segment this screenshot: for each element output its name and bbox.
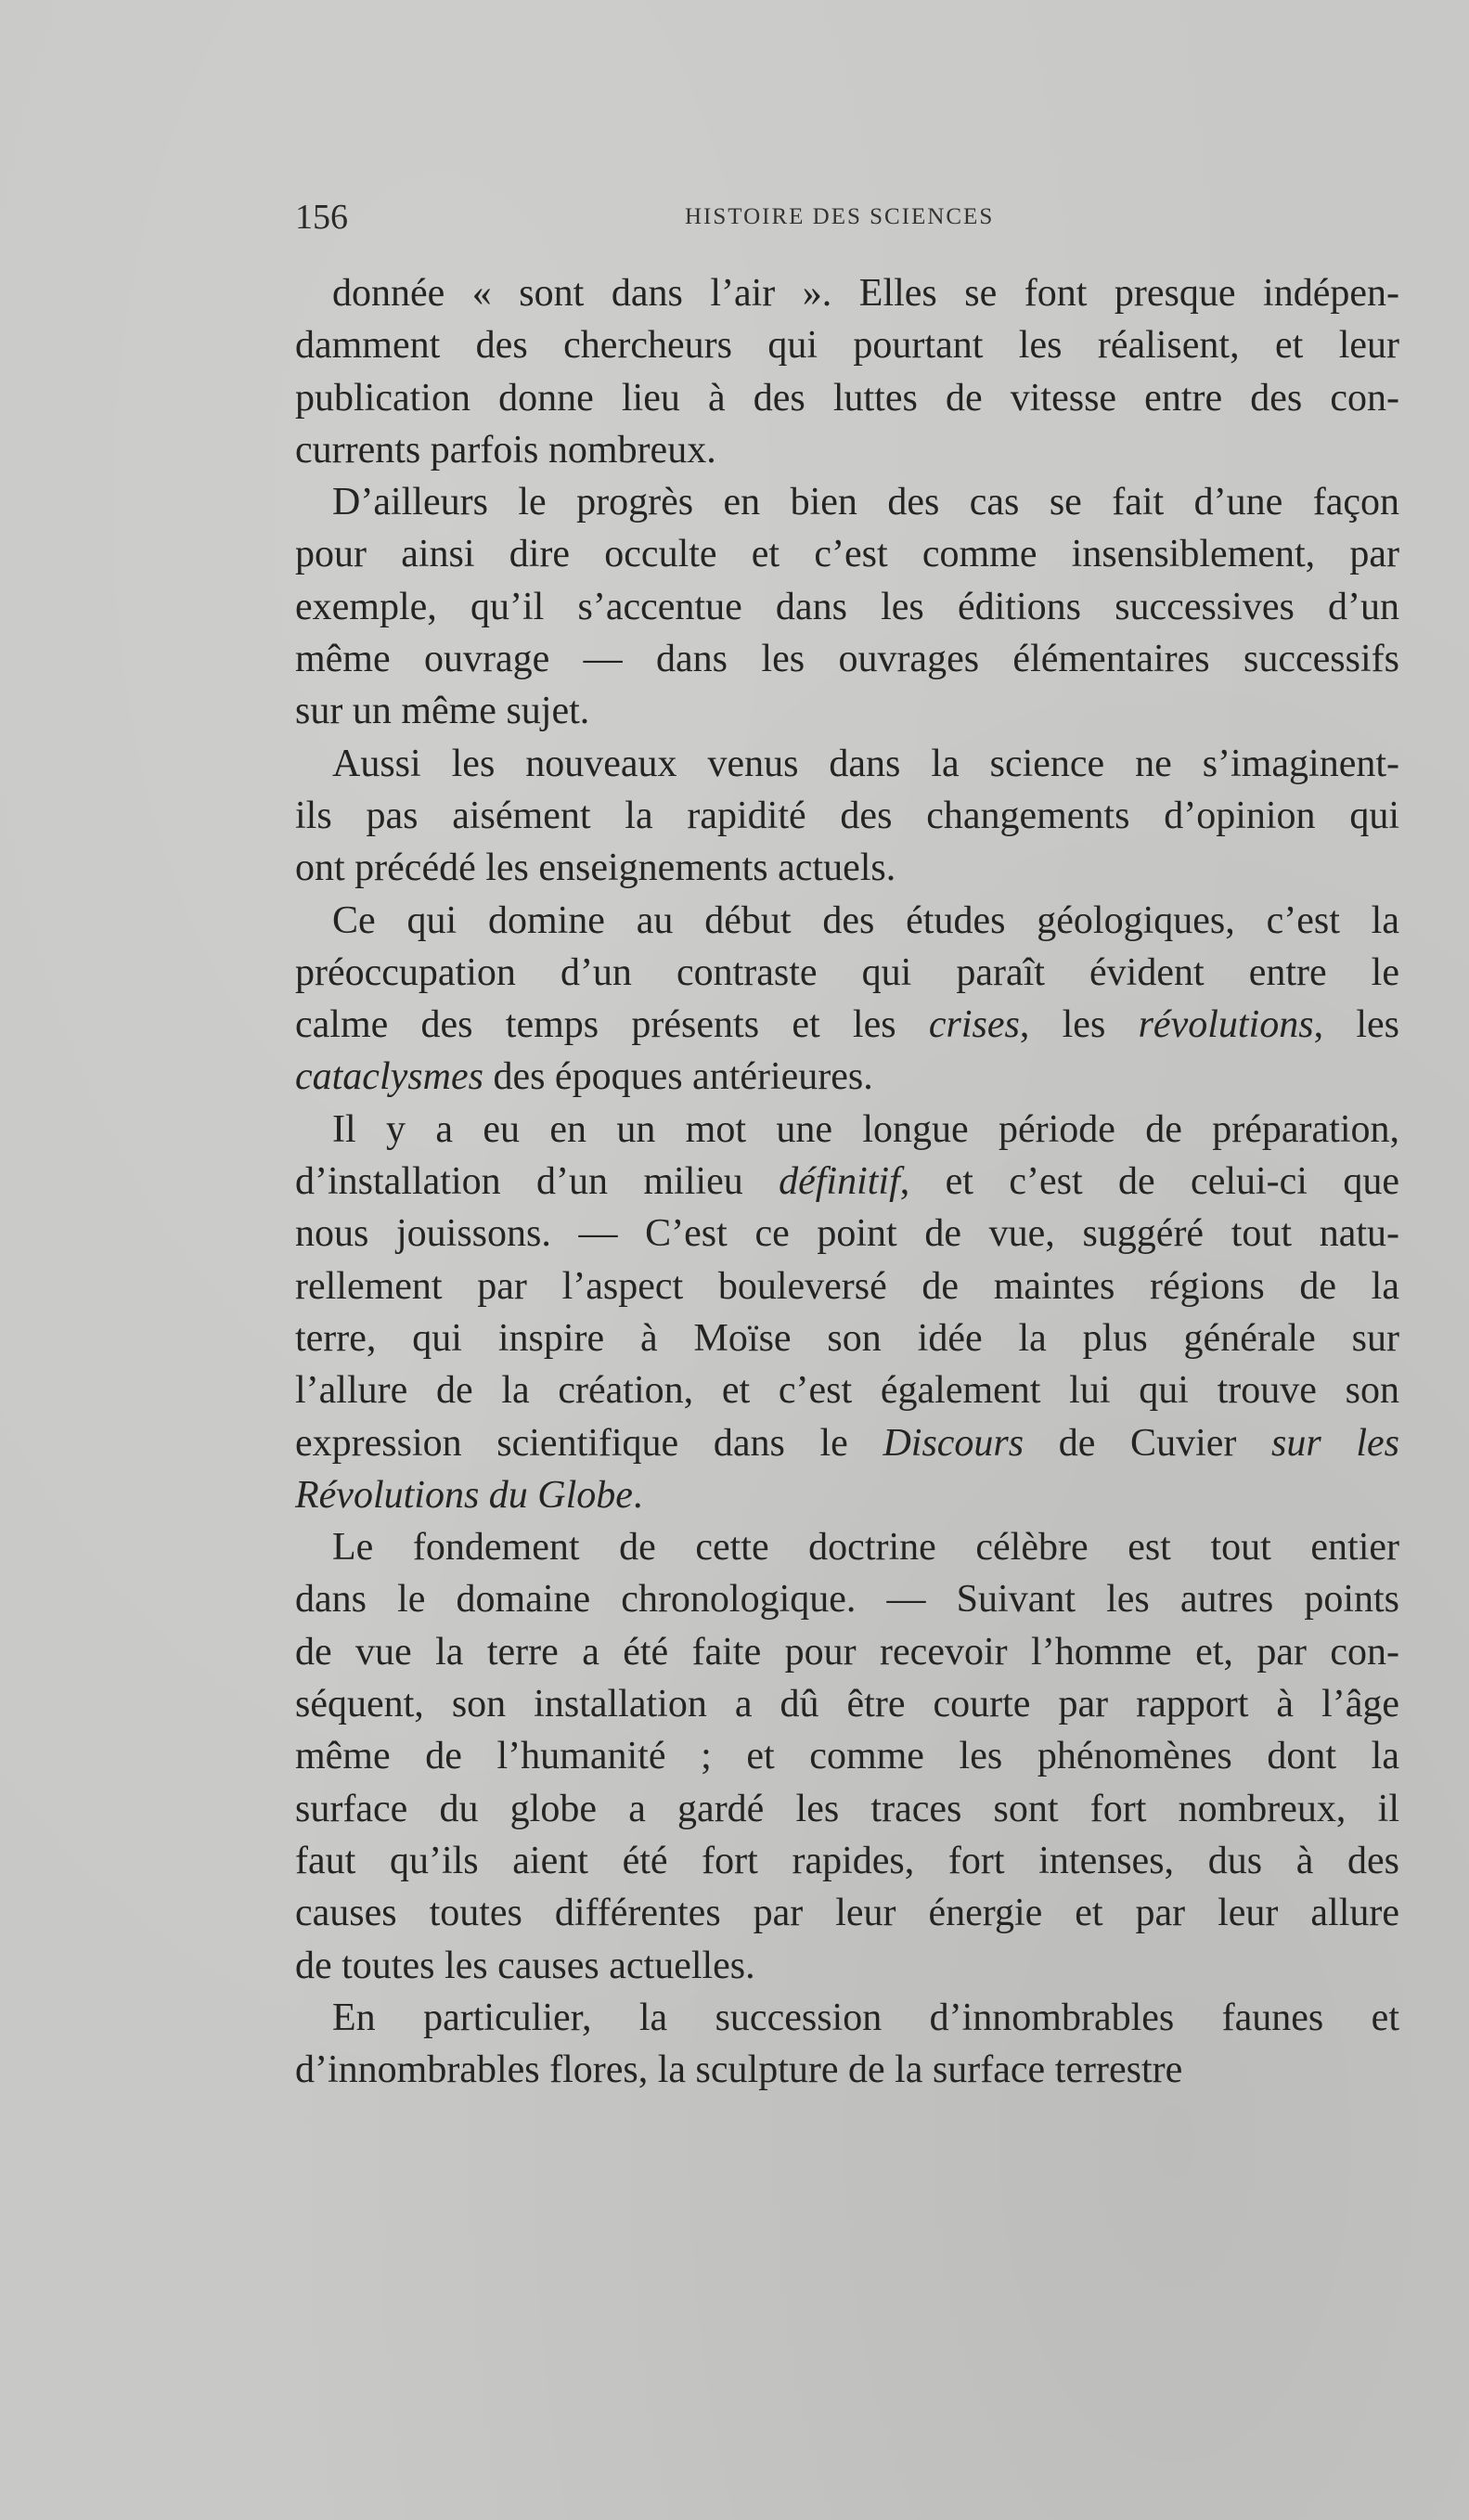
text-run: d’installation d’un milieu — [295, 1160, 780, 1204]
text-run: damment des chercheurs qui pourtant les réalisent, et leur — [295, 324, 1399, 368]
italic-text: cataclysmes — [295, 1055, 483, 1099]
page-number: 156 — [295, 198, 348, 237]
paragraph — [295, 895, 1399, 1104]
text-line — [295, 685, 1399, 737]
text-run: . — [632, 1473, 643, 1517]
text-run: Il y a eu en un mot une longue période de préparation, — [332, 1107, 1399, 1151]
text-run: currents parfois nombreux. — [295, 428, 716, 472]
text-line — [295, 999, 1399, 1051]
text-line — [295, 319, 1399, 371]
text-line — [295, 842, 1399, 894]
text-run: d’innombrables flores, la sculpture de la surface terrestre — [295, 2048, 1183, 2092]
italic-text: sur les — [1271, 1421, 1400, 1465]
text-line — [295, 2044, 1399, 2096]
text-run: D’ailleurs le progrès en bien des cas se fait d’une façon — [332, 481, 1399, 524]
paragraph — [295, 1104, 1399, 1521]
text-run: , les — [1019, 1003, 1139, 1047]
text-line — [295, 424, 1399, 476]
text-run: faut qu’ils aient été fort rapides, fort intenses, dus à des — [295, 1839, 1399, 1882]
text-run: nous jouissons. — C’est ce point de vue, suggéré tout natu- — [295, 1212, 1399, 1256]
italic-text: Discours — [883, 1421, 1024, 1465]
italic-text: définitif — [779, 1160, 900, 1204]
text-line — [295, 1469, 1399, 1521]
text-run: de Cuvier — [1024, 1421, 1272, 1465]
text-run: exemple, qu’il s’accentue dans les éditions successives d’un — [295, 585, 1399, 628]
text-line — [295, 1156, 1399, 1208]
text-run: préoccupation d’un contraste qui paraît évident entre le — [295, 950, 1399, 994]
paragraph — [295, 1992, 1399, 2097]
text-line — [295, 267, 1399, 319]
text-line — [295, 1992, 1399, 2044]
text-run: rellement par l’aspect bouleversé de maintes régions de la — [295, 1264, 1399, 1308]
text-line — [295, 476, 1399, 528]
text-line — [295, 528, 1399, 580]
text-line — [295, 372, 1399, 424]
paragraph — [295, 738, 1399, 895]
text-run: pour ainsi dire occulte et c’est comme insensiblement, par — [295, 533, 1399, 576]
text-run: expression scientifique dans le — [295, 1421, 883, 1465]
text-run: séquent, son installation a dû être courte par rapport à l’âge — [295, 1683, 1399, 1726]
text-line — [295, 633, 1399, 685]
text-run: donnée « sont dans l’air ». Elles se font presque indépen- — [332, 272, 1399, 315]
text-run: surface du globe a gardé les traces sont fort nombreux, il — [295, 1787, 1399, 1830]
text-line — [295, 1783, 1399, 1835]
text-run: Le fondement de cette doctrine célèbre est tout entier — [332, 1526, 1399, 1570]
text-line — [295, 790, 1399, 842]
paragraph — [295, 1521, 1399, 1992]
text-line — [295, 1417, 1399, 1469]
text-run: de vue la terre a été faite pour recevoir l’homme et, par con- — [295, 1630, 1399, 1674]
text-line — [295, 895, 1399, 947]
text-line — [295, 1521, 1399, 1573]
text-line — [295, 1678, 1399, 1730]
italic-text: révolutions — [1138, 1003, 1314, 1047]
running-title: HISTOIRE DES SCIENCES — [685, 204, 995, 229]
text-run: dans le domaine chronologique. — Suivant les autres points — [295, 1578, 1399, 1622]
text-run: , et c’est de celui-ci que — [899, 1160, 1400, 1204]
text-line — [295, 581, 1399, 633]
text-line — [295, 1940, 1399, 1992]
italic-text: crises — [928, 1003, 1020, 1047]
text-line — [295, 1364, 1399, 1416]
text-run: l’allure de la création, et c’est également lui qui trouve son — [295, 1369, 1399, 1413]
text-line — [295, 738, 1399, 790]
text-run: ils pas aisément la rapidité des changements d’opinion qui — [295, 794, 1399, 837]
text-line — [295, 1208, 1399, 1260]
body-text — [295, 267, 1399, 2096]
text-run: causes toutes différentes par leur énergie et par leur allure — [295, 1892, 1399, 1935]
text-run: En particulier, la succession d’innombrables faunes et — [332, 1996, 1399, 2039]
text-run: même ouvrage — dans les ouvrages élémentaires successifs — [295, 638, 1399, 681]
text-line — [295, 1835, 1399, 1887]
paragraph — [295, 476, 1399, 737]
text-run: ont précédé les enseignements actuels. — [295, 846, 896, 890]
text-line — [295, 1730, 1399, 1782]
text-run: Aussi les nouveaux venus dans la science ne s’imaginent- — [332, 742, 1399, 785]
text-run: des époques antérieures. — [483, 1055, 873, 1099]
running-head — [295, 197, 1399, 237]
text-run: , les — [1313, 1003, 1399, 1047]
text-line — [295, 1312, 1399, 1364]
text-run: sur un même sujet. — [295, 690, 590, 733]
text-line — [295, 1573, 1399, 1625]
text-line — [295, 947, 1399, 999]
text-run: calme des temps présents et les — [295, 1003, 929, 1047]
text-run: publication donne lieu à des luttes de vitesse entre des con- — [295, 376, 1399, 420]
text-run: de toutes les causes actuelles. — [295, 1944, 755, 1987]
text-run: terre, qui inspire à Moïse son idée la plus générale sur — [295, 1316, 1399, 1360]
text-run: même de l’humanité ; et comme les phénomènes dont la — [295, 1735, 1399, 1778]
text-line — [295, 1626, 1399, 1678]
text-line — [295, 1887, 1399, 1939]
text-line — [295, 1051, 1399, 1103]
text-line — [295, 1104, 1399, 1156]
text-run: Ce qui domine au début des études géologiques, c’est la — [332, 898, 1399, 942]
paragraph — [295, 267, 1399, 476]
text-line — [295, 1260, 1399, 1312]
italic-text: Révolutions du Globe — [295, 1473, 633, 1517]
